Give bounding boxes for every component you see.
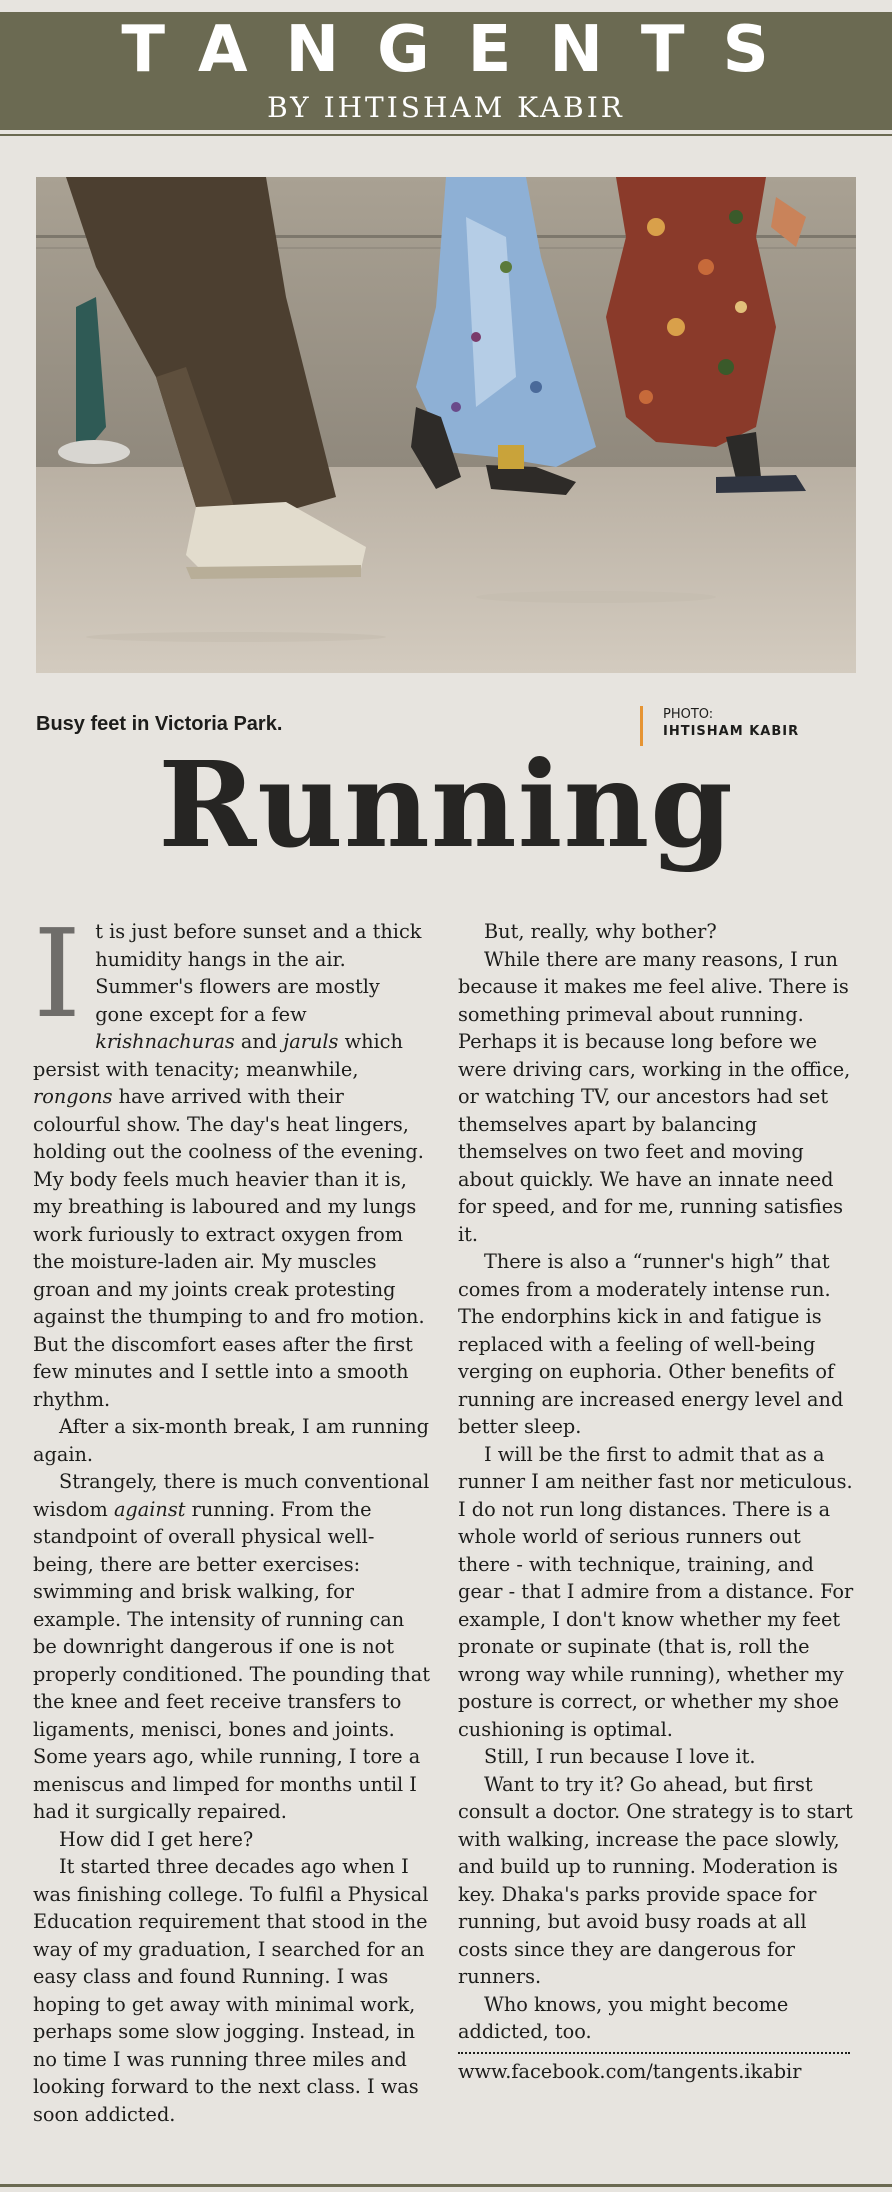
paragraph: After a six-month break, I am running again. <box>33 1415 430 1466</box>
paragraph: Strangely, there is much conventional wisdom against running. From the standpoint of overall physical well-being, there are better exercises: swimming and brisk walking, for example. The intensity of running can be downright dangerous if one is not properly conditioned. The pounding that the knee and feet receive transfers to ligaments, menisci, bones and joints. Some years ago, while running, I tore a meniscus and limped for months until I had it surgically repaired. <box>33 1470 431 1823</box>
photo-credit-name: IHTISHAM KABIR <box>663 724 800 739</box>
paragraph: Still, I run because I love it. <box>484 1745 756 1768</box>
article-column-left <box>33 903 433 2128</box>
paragraph: Want to try it? Go ahead, but first consult a doctor. One strategy is to start with walking, increase the pace slowly, and build up to running. Moderation is key. Dhaka's parks provide space for running, but avoid busy roads at all costs since they are dangerous for runners. <box>458 1772 853 1988</box>
drop-cap: I <box>33 903 82 1045</box>
photo-credit-label: PHOTO: <box>663 707 714 722</box>
bottom-rule <box>0 2184 892 2187</box>
masthead <box>0 12 892 130</box>
masthead-title: TANGENTS <box>121 13 807 87</box>
paragraph: It started three decades ago when I was finishing college. To fulfil a Physical Education requirement that stood in the way of my graduation, I searched for an easy class and found Running. I was hoping to get away with minimal work, perhaps some slow jogging. Instead, in no time I was running three miles and looking forward to the next class. I was soon addicted. <box>33 1855 429 2126</box>
paragraph: I will be the first to admit that as a runner I am neither fast nor meticulous. I do not run long distances. There is a whole world of serious runners out there - with technique, training, and gear - that I admire from a distance. For example, I don't know whether my feet pronate or supinate (that is, roll the wrong way while running), whether my posture is correct, or whether my shoe cushioning is optimal. <box>458 1442 854 1741</box>
paragraph: How did I get here? <box>59 1827 254 1851</box>
paragraph: It is just before sunset and a thick humidity hangs in the air. Summer's flowers are mostly gone except for a few krishnachuras and jaruls which persist with tenacity; meanwhile, rongons have arrived with their colourful show. The day's heat lingers, holding out the coolness of the evening. My body feels much heavier than it is, my breathing is laboured and my lungs work furiously to extract oxygen from the moisture-laden air. My muscles groan and my joints creak protesting against the thumping to and fro motion. But the discomfort eases after the first few minutes and I settle into a smooth rhythm. <box>33 903 425 1411</box>
paragraph: Who knows, you might become addicted, too. <box>458 1992 789 2043</box>
paragraph: But, really, why bother? <box>484 920 717 943</box>
article-column-right <box>458 918 858 2085</box>
article-headline: Running <box>158 735 734 874</box>
photo-caption: Busy feet in Victoria Park. <box>36 713 283 735</box>
paragraph: While there are many reasons, I run because it makes me feel alive. There is something primeval about running. Perhaps it is because long before we were driving cars, working in the office, or watching TV, our ancestors had set themselves apart by balancing themselves on two feet and moving about quickly. We have an innate need for speed, and for me, running satisfies it. <box>458 947 851 1246</box>
dotted-divider <box>458 2052 850 2054</box>
masthead-byline: BY IHTISHAM KABIR <box>267 91 625 124</box>
masthead-rule <box>0 134 892 136</box>
paragraph: There is also a “runner's high” that comes from a moderately intense run. The endorphins kick in and fatigue is replaced with a feeling of well-being verging on euphoria. Other benefits of running are increased energy level and better sleep. <box>458 1250 844 1438</box>
footer-link[interactable]: www.facebook.com/tangents.ikabir <box>458 2059 802 2083</box>
article-photo <box>36 177 856 673</box>
